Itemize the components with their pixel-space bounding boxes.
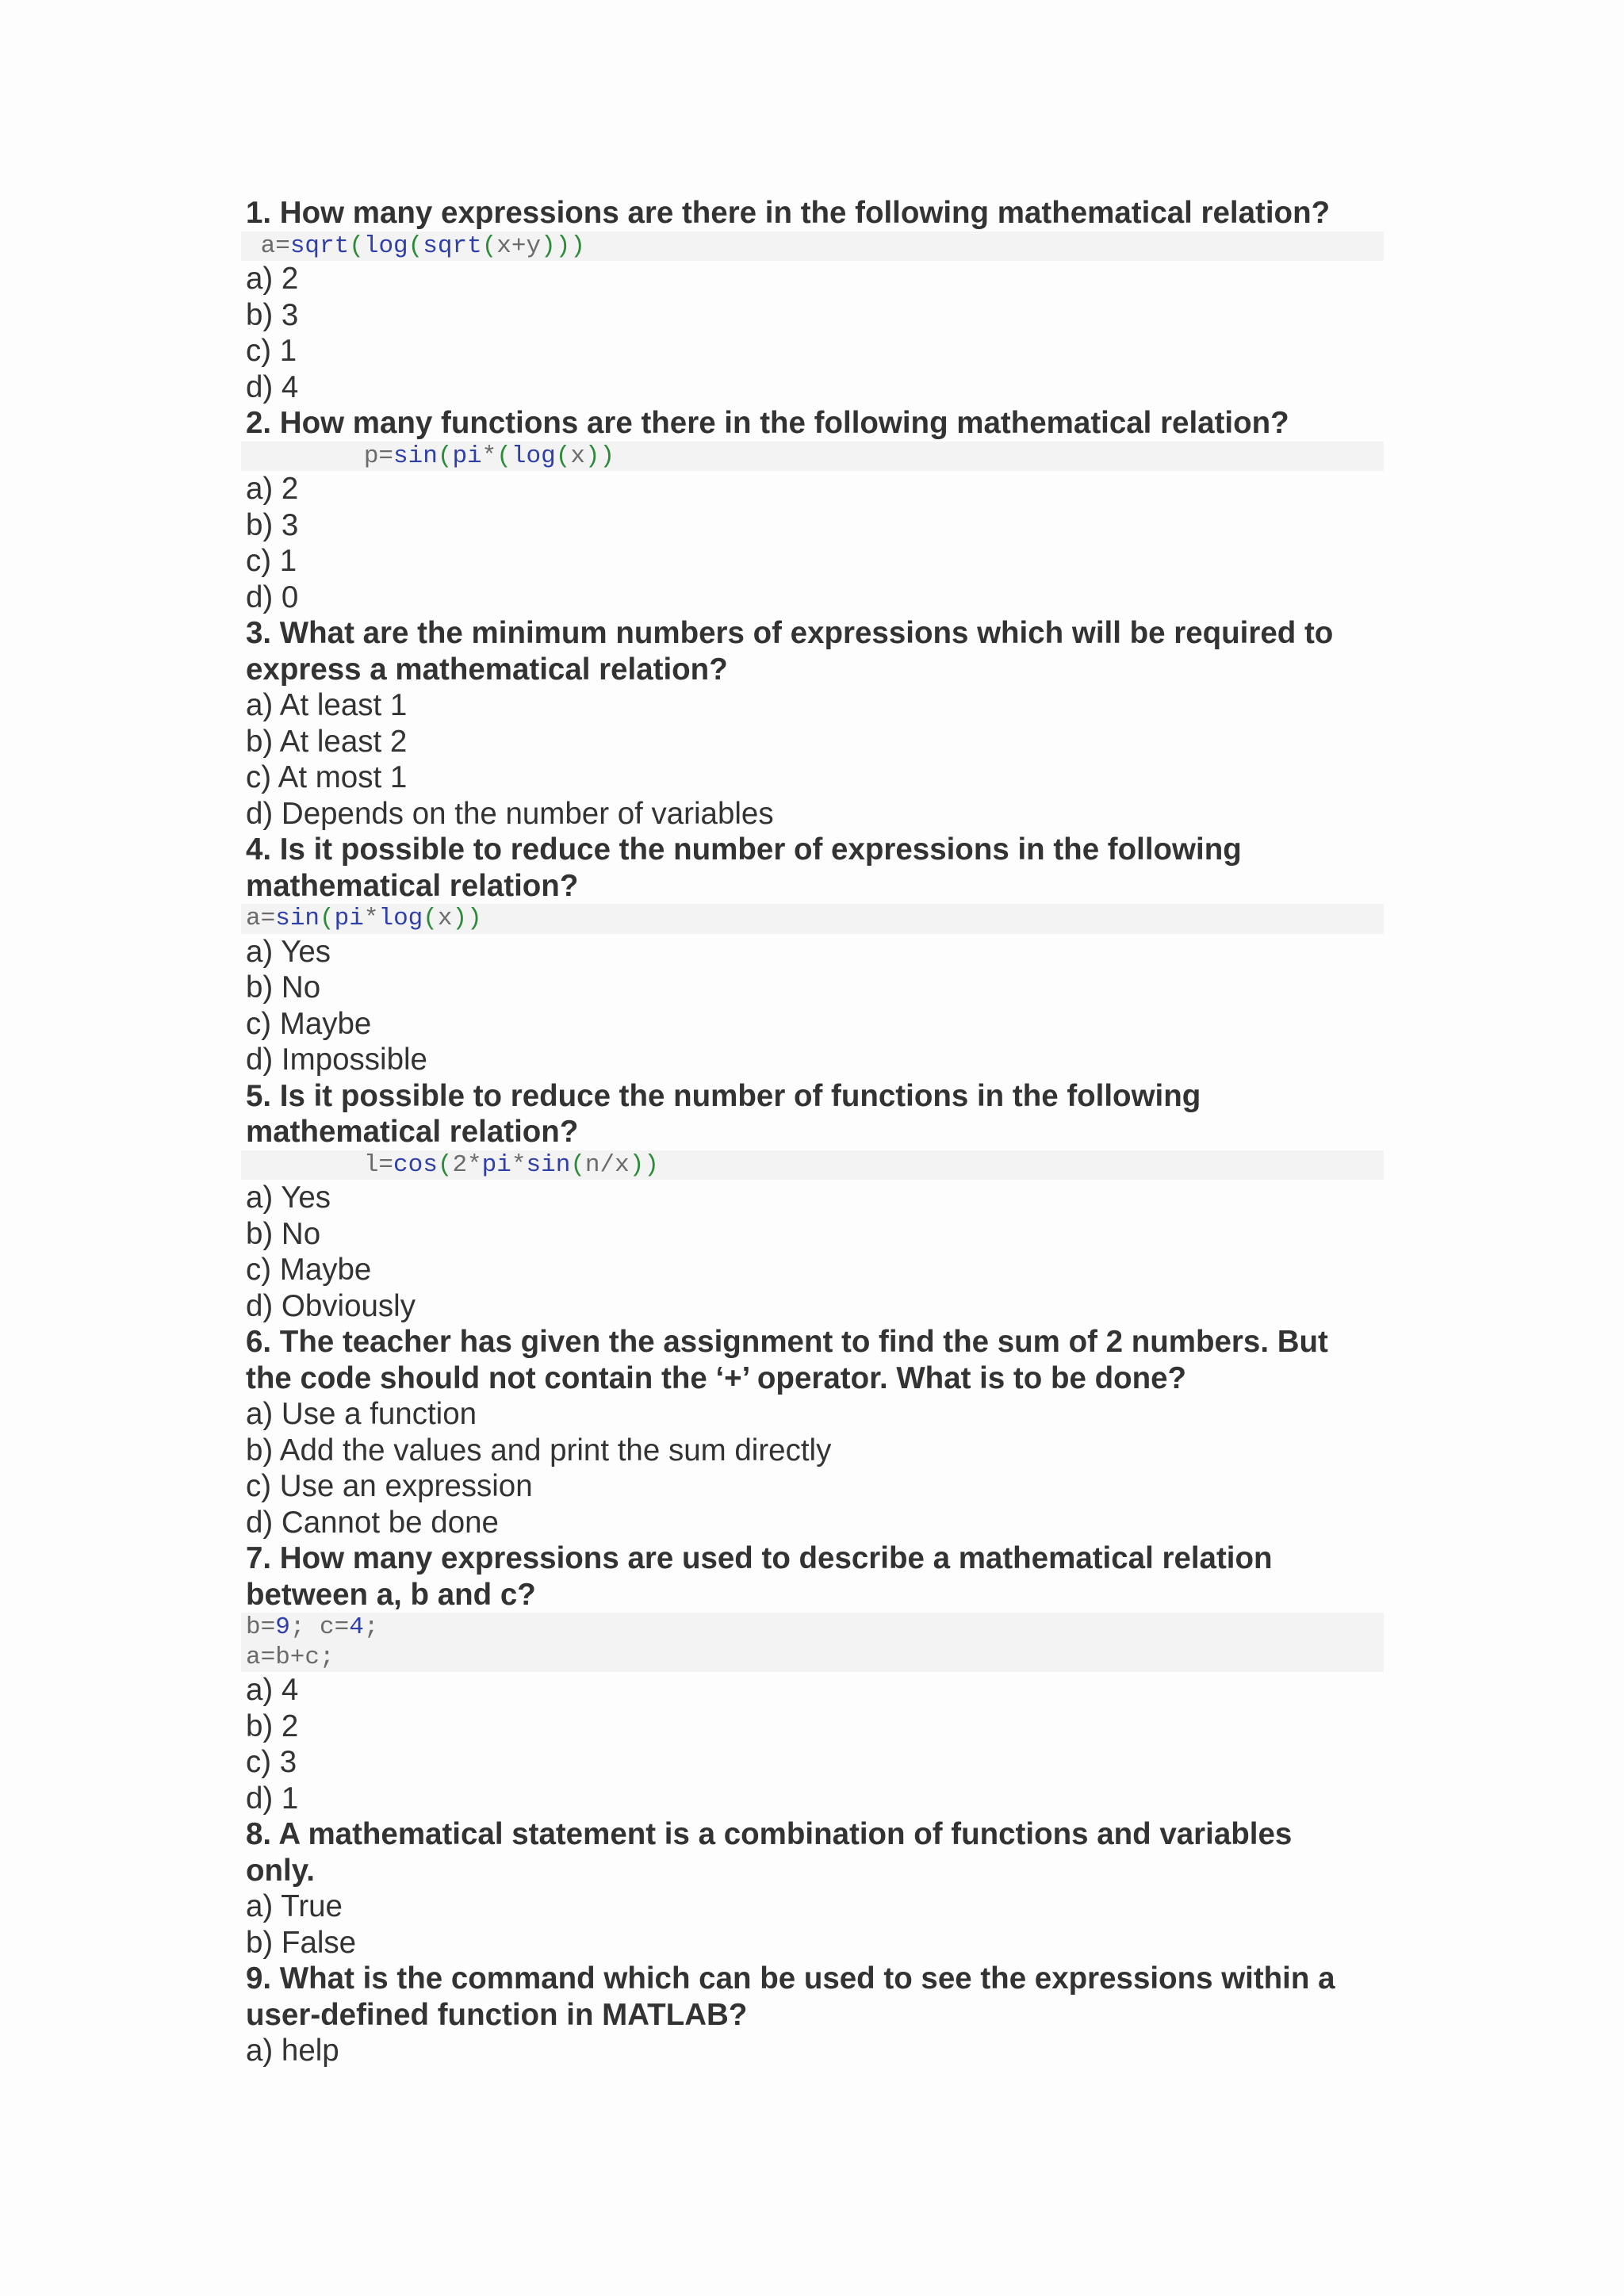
answer-option: a) help	[246, 2034, 339, 2068]
question-text: 5. Is it possible to reduce the number of functions in the following	[246, 1078, 1201, 1113]
question-text: 8. A mathematical statement is a combination of functions and variables	[246, 1817, 1293, 1851]
code-token: x	[437, 905, 453, 932]
code-token: log	[363, 232, 408, 260]
answer-option: b) At least 2	[246, 724, 408, 759]
code-line	[246, 442, 1384, 472]
code-line	[246, 1613, 1384, 1643]
code-token: x+y	[496, 232, 542, 260]
code-token: (	[437, 1150, 453, 1179]
code-line	[246, 1150, 1384, 1181]
question-text: 3. What are the minimum numbers of expressions which will be required to	[246, 616, 1334, 650]
question-block	[246, 615, 1384, 832]
code-token: sqrt	[423, 232, 482, 260]
answer-option: b) No	[246, 1216, 321, 1251]
code-line	[246, 904, 1384, 934]
answer-option: c) 1	[246, 334, 297, 368]
question-block	[246, 405, 1384, 615]
answer-option: c) At most 1	[246, 760, 408, 794]
code-token: l=	[246, 1150, 394, 1179]
code-token: *	[481, 442, 497, 470]
code-token: (	[481, 232, 497, 260]
question-text: mathematical relation?	[246, 1115, 579, 1149]
code-token: sin	[393, 442, 438, 470]
code-token: x	[570, 442, 585, 470]
code-token: b=	[246, 1613, 276, 1641]
question-text: 1. How many expressions are there in the following mathematical relation?	[246, 196, 1331, 230]
code-token: pi	[334, 905, 364, 932]
answer-option: a) 2	[246, 472, 299, 506]
code-token: ; c=	[289, 1613, 350, 1641]
code-token: (	[408, 232, 423, 260]
question-text: mathematical relation?	[246, 868, 579, 903]
question-block	[246, 1540, 1384, 1816]
code-token: (	[496, 442, 511, 470]
answer-option: c) 1	[246, 544, 297, 578]
code-snippet	[241, 442, 1384, 472]
code-token: )))	[541, 232, 585, 260]
answer-option: b) Add the values and print the sum directly	[246, 1433, 832, 1468]
question-text: the code should not contain the ‘+’ operator. What is to be done?	[246, 1360, 1187, 1395]
code-token: a=	[246, 232, 290, 260]
code-token: (	[555, 442, 571, 470]
code-line	[246, 1643, 1384, 1673]
question-block	[246, 1961, 1384, 2069]
code-token: (	[423, 905, 438, 932]
answer-option: b) 2	[246, 1709, 299, 1743]
code-token: 4	[349, 1613, 364, 1641]
code-token: ))	[629, 1150, 659, 1179]
question-text: only.	[246, 1853, 315, 1888]
code-token: 2*	[452, 1150, 482, 1179]
code-token: 9	[275, 1613, 290, 1641]
code-snippet	[241, 1613, 1384, 1672]
code-token: n/x	[584, 1150, 630, 1179]
answer-option: d) Obviously	[246, 1288, 416, 1323]
question-text: express a mathematical relation?	[246, 652, 728, 687]
code-snippet	[241, 904, 1384, 934]
code-token: ;	[363, 1613, 379, 1641]
answer-option: c) 3	[246, 1745, 297, 1779]
code-token: pi	[481, 1150, 511, 1179]
question-block	[246, 195, 1384, 405]
code-token: sqrt	[289, 232, 350, 260]
answer-option: c) Maybe	[246, 1006, 372, 1041]
answer-option: a) Yes	[246, 934, 331, 969]
question-text: 6. The teacher has given the assignment to find the sum of 2 numbers. But	[246, 1325, 1328, 1359]
answer-option: b) False	[246, 1925, 357, 1960]
code-snippet	[241, 232, 1384, 262]
answer-option: a) True	[246, 1889, 343, 1923]
question-block	[246, 1816, 1384, 1961]
question-text: 2. How many functions are there in the following mathematical relation?	[246, 406, 1289, 440]
code-token: (	[570, 1150, 585, 1179]
code-token: (	[349, 232, 364, 260]
quiz-document	[246, 195, 1384, 2069]
code-token: a=b+c;	[246, 1643, 335, 1671]
answer-option: c) Use an expression	[246, 1469, 533, 1503]
answer-option: d) Impossible	[246, 1043, 427, 1077]
answer-option: a) 4	[246, 1673, 299, 1707]
code-token: (	[437, 442, 453, 470]
code-token: cos	[393, 1150, 438, 1179]
question-block	[246, 1324, 1384, 1540]
answer-option: d) Cannot be done	[246, 1505, 499, 1540]
answer-option: d) 0	[246, 580, 299, 614]
code-token: a=	[246, 905, 276, 932]
code-token: ))	[452, 905, 482, 932]
answer-option: d) 1	[246, 1781, 299, 1816]
question-text: user-defined function in MATLAB?	[246, 1997, 748, 2032]
code-token: sin	[526, 1150, 571, 1179]
question-text: 9. What is the command which can be used to see the expressions within a	[246, 1961, 1335, 1996]
question-block	[246, 1078, 1384, 1325]
question-text: between a, b and c?	[246, 1577, 536, 1612]
question-block	[246, 832, 1384, 1078]
code-token: ))	[584, 442, 615, 470]
question-text: 4. Is it possible to reduce the number of expressions in the following	[246, 832, 1242, 867]
answer-option: a) 2	[246, 262, 299, 296]
answer-option: a) Yes	[246, 1181, 331, 1215]
answer-option: d) Depends on the number of variables	[246, 796, 774, 831]
answer-option: b) 3	[246, 297, 299, 332]
answer-option: a) Use a function	[246, 1397, 477, 1431]
code-token: (	[320, 905, 335, 932]
code-token: sin	[275, 905, 320, 932]
answer-option: b) No	[246, 970, 321, 1004]
code-token: p=	[246, 442, 394, 470]
answer-option: c) Maybe	[246, 1253, 372, 1287]
code-token: log	[378, 905, 423, 932]
code-line	[246, 232, 1384, 262]
answer-option: a) At least 1	[246, 688, 408, 722]
code-snippet	[241, 1150, 1384, 1181]
code-token: pi	[452, 442, 482, 470]
code-token: *	[363, 905, 379, 932]
answer-option: b) 3	[246, 507, 299, 542]
question-text: 7. How many expressions are used to describe a mathematical relation	[246, 1541, 1273, 1575]
code-token: *	[511, 1150, 527, 1179]
code-token: log	[511, 442, 556, 470]
answer-option: d) 4	[246, 369, 299, 404]
